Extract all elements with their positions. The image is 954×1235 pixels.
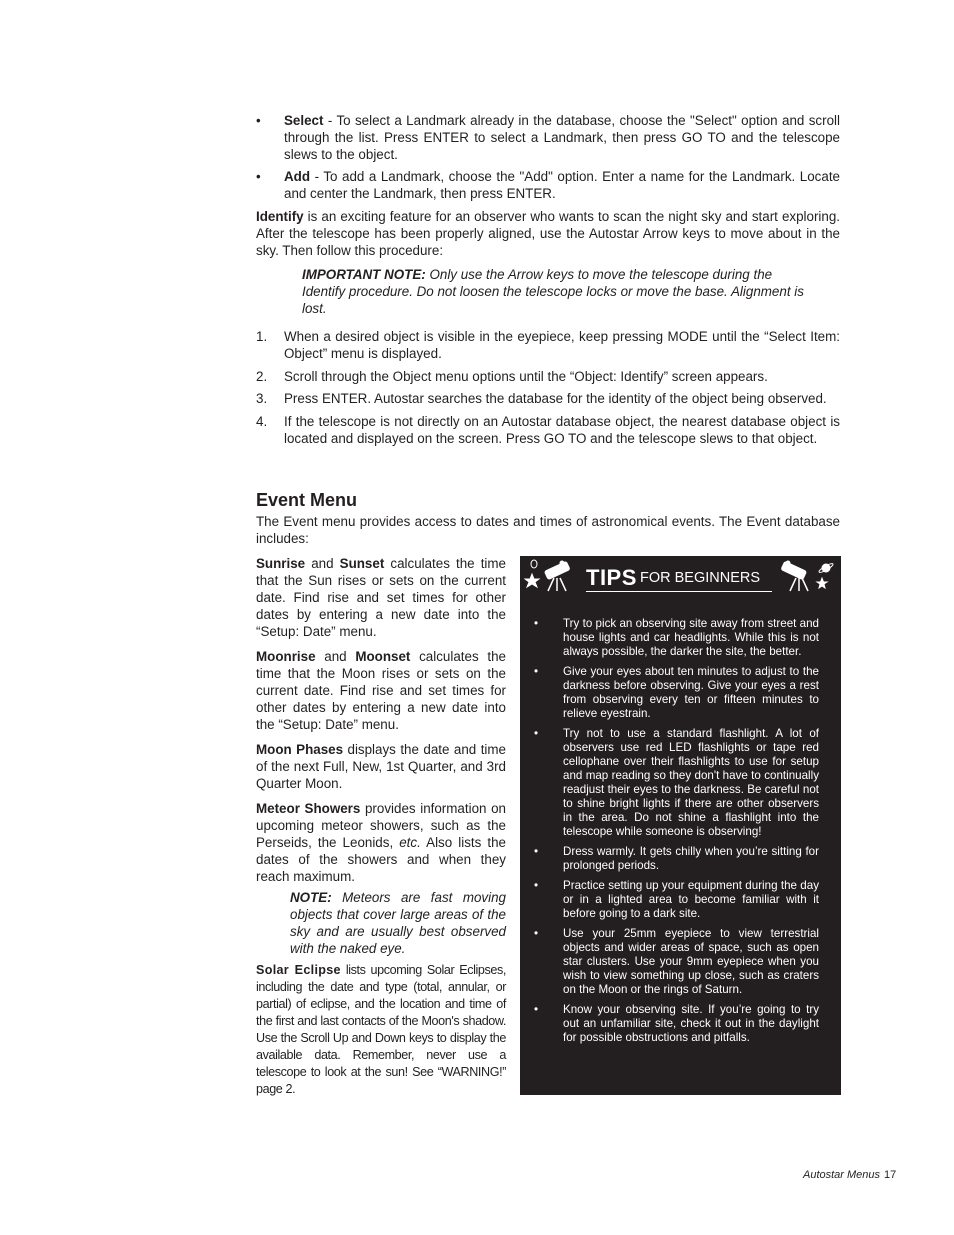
tips-subtitle: FOR BEGINNERS <box>640 570 761 586</box>
tips-title: TIPS <box>586 565 637 590</box>
important-note-label: IMPORTANT NOTE: <box>302 267 426 282</box>
landmark-options-list <box>256 112 840 202</box>
select-description: - To select a Landmark already in the database, choose the "Select" option and scroll through the list. Press ENTER to select a Landmark, then press GO TO and the telescope slews to the object. <box>284 113 840 162</box>
list-item: • Try not to use a standard flashlight. A lot of observers use red LED flashlights or tape red cellophane over their flashlights to use for setup and map reading so they don't have to continually readjust their eyes to the darkness. Be careful not to shine bright lights if there are other observers in the area. Do not shine a flashlight into the telescope while someone is observing! <box>534 727 819 838</box>
add-term: Add <box>284 169 311 184</box>
telescope-icon <box>524 558 580 592</box>
telescope-icon <box>778 558 838 592</box>
identify-paragraph <box>256 208 840 259</box>
select-term: Select <box>284 113 324 128</box>
event-list-column <box>256 555 506 893</box>
event-menu-intro: The Event menu provides access to dates and times of astronomical events. The Event database includes: <box>256 514 840 546</box>
meteor-paragraph: Meteor Showers provides information on upcoming meteor showers, such as the Perseids, the Leonids, etc. Also lists the dates of the showers and when they reach maximum. <box>256 801 506 884</box>
list-item: • Use your 25mm eyepiece to view terrestrial objects and wider areas of space, such as open star clusters. Use your 9mm eyepiece when you wish to view something up close, such as craters on the Moon or the rings of Saturn. <box>534 927 819 996</box>
moonrise-paragraph: Moonrise and Moonset calculates the time that the Moon rises or sets on the current date. Find rise and set times for other dates by entering a new date into the “Setup: Date” menu. <box>256 649 506 732</box>
list-item: • Select - To select a Landmark already in the database, choose the "Select" option and scroll through the list. Press ENTER to select a Landmark, then press GO TO and the telescope slews to the object. <box>256 113 840 162</box>
section-heading-event-menu: Event Menu <box>256 490 358 510</box>
list-item: • Dress warmly. It gets chilly when you’re sitting for prolonged periods. <box>534 845 819 872</box>
list-item: • Know your observing site. If you’re going to try out an unfamiliar site, check it out in the daylight for possible obstructions and pitfalls. <box>534 1003 819 1044</box>
tips-underline <box>586 591 772 592</box>
sunrise-paragraph: Sunrise and Sunset calculates the time that the Sun rises or sets on the current date. Find rise and set times for other dates by entering a new date into the “Setup: Date” menu. <box>256 556 506 639</box>
list-item: • Practice setting up your equipment during the day or in a lighted area to become familiar with it before going to a dark site. <box>534 879 819 920</box>
list-item: 4. If the telescope is not directly on an Autostar database object, the nearest database object is located and displayed on the screen. Press GO TO and the telescope slews to that object. <box>256 414 840 446</box>
list-item: • Give your eyes about ten minutes to adjust to the darkness before observing. Give your eyes a rest from observing every ten or fifteen minutes to relieve eyestrain. <box>534 665 819 720</box>
identify-text: is an exciting feature for an observer who wants to scan the night sky and start exploring. After the telescope has been properly aligned, use the Autostar Arrow keys to move about in the sky. Then follow this procedure: <box>256 209 840 258</box>
identify-term: Identify <box>256 209 304 224</box>
solar-eclipse-paragraph: Solar Eclipse lists upcoming Solar Eclipses, including the date and type (total, annular, or partial) of eclipse, and the location and time of the first and last contacts of the Moon's shadow. Use the Scroll Up and Down keys to display the available data. Remember, never use a telescope to look at the sun! See “WARNING!” page 2. <box>256 963 507 1096</box>
list-item: 1. When a desired object is visible in the eyepiece, keep pressing MODE until the “Select Item: Object” menu is displayed. <box>256 329 840 361</box>
page-number: 17 <box>884 1169 897 1181</box>
tips-list <box>534 617 819 1051</box>
list-item: • Add - To add a Landmark, choose the "Add" option. Enter a name for the Landmark. Locate and center the Landmark, then press ENTER. <box>256 169 840 201</box>
add-description: - To add a Landmark, choose the "Add" option. Enter a name for the Landmark. Locate and center the Landmark, then press ENTER. <box>284 169 840 201</box>
important-note <box>302 266 812 317</box>
meteor-note: NOTE: Meteors are fast moving objects that cover large areas of the sky and are usually best observed with the naked eye. <box>290 890 506 956</box>
page-footer <box>803 1169 896 1181</box>
important-note-text: Only use the Arrow keys to move the telescope during the Identify procedure. Do not loosen the telescope locks or move the base. Alignment is lost. <box>302 267 804 316</box>
footer-section-title: Autostar Menus <box>803 1169 881 1181</box>
moon-phases-paragraph: Moon Phases displays the date and time of the next Full, New, 1st Quarter, and 3rd Quarter Moon. <box>256 742 506 791</box>
identify-steps-list <box>256 328 840 447</box>
list-item: 2. Scroll through the Object menu options until the “Object: Identify” screen appears. <box>256 369 768 384</box>
list-item: 3. Press ENTER. Autostar searches the database for the identity of the object being observed. <box>256 391 827 406</box>
list-item: • Try to pick an observing site away from street and house lights and car headlights. While this is not always possible, the darker the site, the better. <box>534 617 819 658</box>
